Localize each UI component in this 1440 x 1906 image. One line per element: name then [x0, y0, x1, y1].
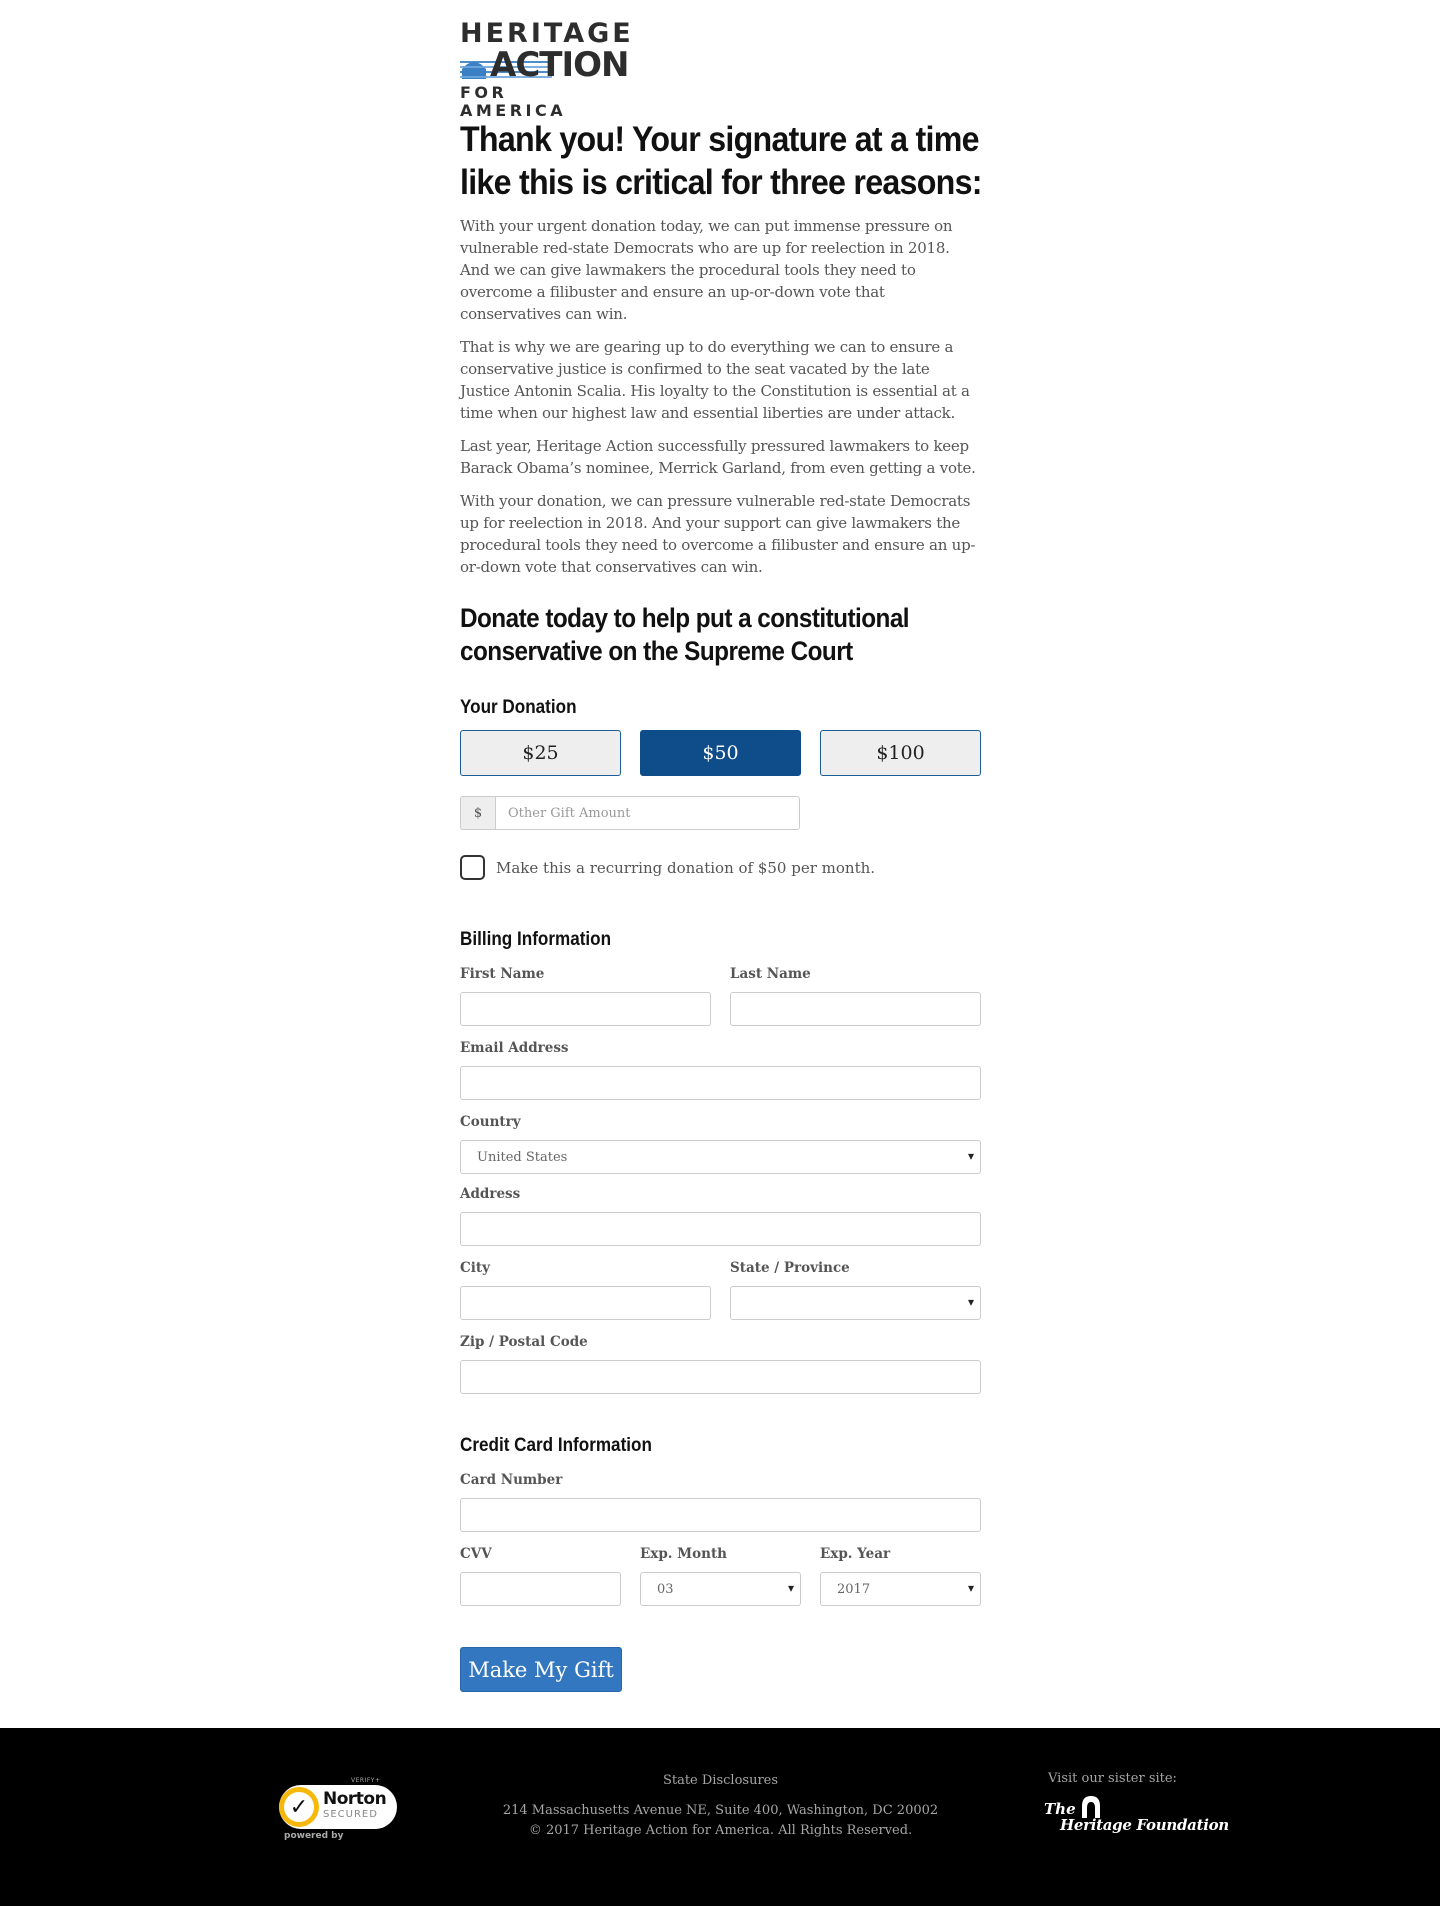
email-field [460, 1040, 981, 1100]
body-paragraph: Last year, Heritage Action successfully pressured lawmakers to keep Barack Obama’s nominee, Merrick Garland, from even getting a vote. [460, 437, 976, 477]
name-row [460, 966, 981, 1026]
city-input[interactable] [460, 1286, 711, 1320]
country-select[interactable] [460, 1140, 981, 1174]
norton-secured-badge[interactable] [277, 1777, 397, 1841]
footer [0, 1728, 1440, 1906]
zip-label: Zip / Postal Code [460, 1334, 588, 1350]
state-field [730, 1260, 981, 1320]
email-label: Email Address [460, 1040, 569, 1056]
zip-field [460, 1334, 981, 1394]
norton-secured-label: SECURED [323, 1809, 378, 1820]
footer-address-block [460, 1801, 981, 1841]
last-name-input[interactable] [730, 992, 981, 1026]
exp-year-value: 2017 [837, 1581, 871, 1597]
address-input[interactable] [460, 1212, 981, 1246]
card-number-field [460, 1472, 981, 1532]
address-label: Address [460, 1186, 521, 1202]
make-my-gift-button[interactable]: Make My Gift [460, 1647, 622, 1692]
city-field [460, 1260, 711, 1320]
cvv-label: CVV [460, 1546, 492, 1562]
heritage-logo-name: Heritage Foundation [1060, 1816, 1229, 1834]
first-name-label: First Name [460, 966, 545, 982]
country-field [460, 1114, 981, 1174]
state-select[interactable] [730, 1286, 981, 1320]
exp-year-field [820, 1546, 981, 1606]
exp-month-label: Exp. Month [640, 1546, 727, 1562]
amount-button-25[interactable]: $25 [460, 730, 621, 776]
address-field [460, 1186, 981, 1246]
country-label: Country [460, 1114, 521, 1130]
amount-button-50[interactable]: $50 [640, 730, 801, 776]
logo-line-action: ACTION [460, 48, 620, 82]
main-content [460, 0, 981, 1692]
email-input[interactable] [460, 1066, 981, 1100]
exp-month-field [640, 1546, 801, 1606]
logo-line-heritage: HERITAGE [460, 18, 634, 49]
heritage-action-logo[interactable] [460, 0, 634, 120]
billing-section-title: Billing Information [460, 929, 612, 950]
first-name-field [460, 966, 711, 1026]
logo-line-for-america: FOR AMERICA [460, 83, 567, 120]
amount-button-100[interactable]: $100 [820, 730, 981, 776]
country-value: United States [477, 1149, 568, 1165]
donate-subheadline: Donate today to help put a constitutional conservative on the Supreme Court [460, 603, 910, 666]
donation-section-title: Your Donation [460, 697, 577, 718]
state-disclosures-link[interactable]: State Disclosures [662, 1773, 779, 1788]
zip-input[interactable] [460, 1360, 981, 1394]
heritage-logo-the: The [1044, 1800, 1076, 1818]
card-number-label: Card Number [460, 1472, 563, 1488]
recurring-checkbox[interactable] [460, 855, 485, 880]
card-details-row [460, 1546, 981, 1606]
page-headline: Thank you! Your signature at a time like this is critical for three reasons: [460, 120, 982, 202]
credit-card-section-title: Credit Card Information [460, 1435, 652, 1456]
norton-verify-label: VERIFY+ [351, 1777, 381, 1784]
norton-name: Norton [323, 1789, 387, 1809]
other-amount-group [460, 796, 800, 830]
body-paragraph: That is why we are gearing up to do everything we can to ensure a conservative justice is confirmed to the seat vacated by the late Justice Antonin Scalia. His loyalty to the Constitution is essential at a time when our highest law and essential liberties are under attack. [460, 338, 970, 422]
city-label: City [460, 1260, 490, 1276]
donation-amounts [460, 730, 981, 776]
recurring-label: Make this a recurring donation of $50 per month. [496, 858, 876, 877]
footer-copyright: © 2017 Heritage Action for America. All Rights Reserved. [528, 1823, 913, 1838]
cvv-input[interactable] [460, 1572, 621, 1606]
sister-site [1040, 1771, 1230, 1832]
other-gift-amount-input[interactable] [495, 796, 800, 830]
last-name-label: Last Name [730, 966, 811, 982]
recurring-option[interactable] [460, 855, 981, 880]
currency-addon: $ [460, 796, 495, 830]
exp-year-label: Exp. Year [820, 1546, 891, 1562]
cvv-field [460, 1546, 621, 1606]
footer-address: 214 Massachusetts Avenue NE, Suite 400, Washington, DC 20002 [502, 1803, 939, 1818]
heritage-foundation-logo[interactable] [1040, 1792, 1230, 1832]
state-label: State / Province [730, 1260, 850, 1276]
exp-month-select[interactable] [640, 1572, 801, 1606]
sister-site-label: Visit our sister site: [1048, 1771, 1177, 1786]
body-paragraph: With your urgent donation today, we can put immense pressure on vulnerable red-state Democrats who are up for reelection in 2018. And we can give lawmakers the procedural tools they need to overcome a filibuster and ensure an up-or-down vote that conservatives can win. [460, 217, 953, 323]
norton-check-icon: ✓ [279, 1787, 319, 1827]
body-paragraph: With your donation, we can pressure vulnerable red-state Democrats up for reelection in 2018. And your support can give lawmakers the procedural tools they need to overcome a filibuster and ensure an up-or-down vote that conservatives can win. [460, 492, 976, 576]
first-name-input[interactable] [460, 992, 711, 1026]
last-name-field [730, 966, 981, 1026]
exp-year-select[interactable] [820, 1572, 981, 1606]
city-state-row [460, 1260, 981, 1320]
exp-month-value: 03 [657, 1581, 674, 1597]
norton-powered-label: powered by [284, 1831, 344, 1841]
card-number-input[interactable] [460, 1498, 981, 1532]
liberty-bell-icon [1078, 1794, 1104, 1818]
